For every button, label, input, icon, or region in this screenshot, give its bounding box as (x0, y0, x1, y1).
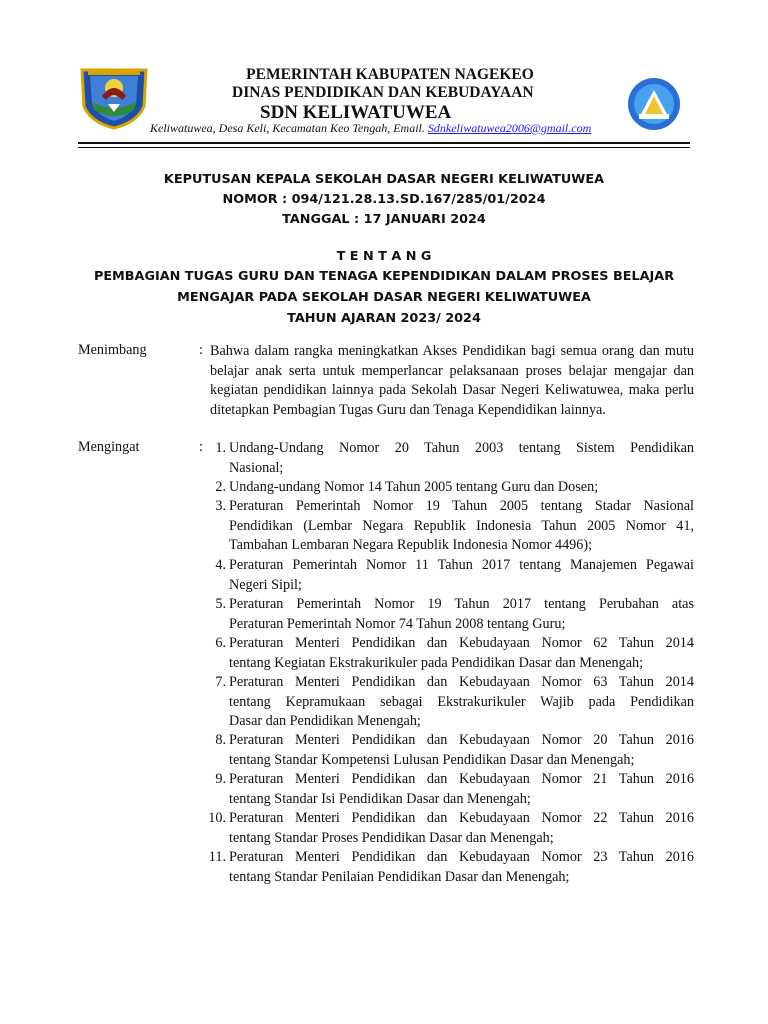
reference-line: tentang Kepramukaan sebagai Ekstrakurikuler Wajib pada Pendidikan (229, 693, 694, 710)
reference-line: tentang Standar Isi Pendidikan Dasar dan Menengah; (229, 790, 531, 807)
reference-line: Peraturan Menteri Pendidikan dan Kebudayaan Nomor 21 Tahun 2016 (229, 771, 694, 787)
menimbang-colon: : (199, 342, 203, 358)
letterhead-divider-thick (78, 142, 690, 144)
reference-number: 4. (215, 557, 226, 573)
reference-line: Peraturan Pemerintah Nomor 19 Tahun 2017 tentang Perubahan atas (229, 596, 694, 612)
reference-number: 8. (215, 732, 226, 748)
reference-line: Undang-Undang Nomor 20 Tahun 2003 tentang Sistem Pendidikan (229, 440, 694, 456)
letterhead-department: DINAS PENDIDIKAN DAN KEBUDAYAAN (232, 84, 534, 101)
reference-line: Peraturan Pemerintah Nomor 11 Tahun 2017 tentang Manajemen Pegawai (229, 557, 694, 573)
reference-number: 1. (215, 440, 226, 456)
reference-line: Peraturan Menteri Pendidikan dan Kebudayaan Nomor 20 Tahun 2016 (229, 732, 694, 748)
menimbang-text: Bahwa dalam rangka meningkatkan Akses Pendidikan bagi semua orang dan mutu belajar anak serta untuk memperlancar pelaksanaan proses belajar mengajar dan kegiatan pendidikan lainnya pada Sekolah Dasar Negeri Keliwatuwea, maka perlu ditetapkan Pembagian Tugas Guru dan Tenaga Kependidikan lainnya. (210, 343, 694, 418)
reference-line: tentang Kegiatan Ekstrakurikuler pada Pendidikan Dasar dan Menengah; (229, 654, 644, 671)
reference-line: Nasional; (229, 459, 284, 476)
reference-number: 11. (208, 849, 226, 865)
decree-number: NOMOR : 094/121.28.13.SD.167/285/01/2024 (222, 192, 546, 207)
reference-number: 9. (215, 771, 226, 787)
reference-line: Dasar dan Pendidikan Menengah; (229, 713, 421, 730)
reference-line: tentang Standar Kompetensi Lulusan Pendidikan Dasar dan Menengah; (229, 751, 635, 768)
mengingat-colon: : (199, 439, 203, 455)
decree-about-label: T E N T A N G (336, 249, 432, 264)
reference-line: Peraturan Pemerintah Nomor 19 Tahun 2005 tentang Stadar Nasional (229, 498, 694, 514)
letterhead-address (150, 121, 591, 136)
mengingat-label: Mengingat (78, 439, 140, 455)
decree-subject-line-3: TAHUN AJARAN 2023/ 2024 (287, 311, 481, 326)
reference-number: 6. (215, 635, 226, 651)
reference-line: Negeri Sipil; (229, 576, 302, 593)
decree-title: KEPUTUSAN KEPALA SEKOLAH DASAR NEGERI KELIWATUWEA (163, 172, 605, 187)
reference-number: 2. (215, 479, 226, 495)
letterhead-government: PEMERINTAH KABUPATEN NAGEKEO (246, 66, 534, 83)
reference-line: tentang Standar Penilaian Pendidikan Dasar dan Menengah; (229, 868, 570, 885)
nagekeo-regency-crest-icon (78, 66, 150, 130)
letterhead-divider-thin (78, 147, 690, 148)
reference-line: Peraturan Menteri Pendidikan dan Kebudayaan Nomor 23 Tahun 2016 (229, 849, 694, 865)
reference-line: Tambahan Lembaran Negara Republik Indonesia Nomor 4496); (229, 537, 593, 554)
menimbang-label: Menimbang (78, 342, 147, 358)
reference-line: Peraturan Pemerintah Nomor 74 Tahun 2008 tentang Guru; (229, 615, 566, 632)
reference-number: 10. (208, 810, 226, 826)
reference-line: Peraturan Menteri Pendidikan dan Kebudayaan Nomor 63 Tahun 2014 (229, 674, 694, 690)
tut-wuri-handayani-logo-icon (623, 76, 685, 132)
address-text: Keliwatuwea, Desa Keli, Kecamatan Keo Tengah, Email. (150, 121, 425, 135)
reference-line: Pendidikan (Lembar Negara Republik Indonesia Tahun 2005 Nomor 41, (229, 517, 694, 534)
email-link[interactable]: Sdnkeliwatuwea2006@gmail.com (427, 121, 592, 135)
decree-subject-line-2: MENGAJAR PADA SEKOLAH DASAR NEGERI KELIWATUWEA (177, 290, 591, 305)
reference-line: tentang Standar Proses Pendidikan Dasar dan Menengah; (229, 829, 554, 846)
letterhead-school-name: SDN KELIWATUWEA (260, 102, 452, 123)
reference-number: 7. (215, 674, 226, 690)
decree-date: TANGGAL : 17 JANUARI 2024 (282, 212, 486, 227)
reference-number: 3. (215, 498, 226, 514)
reference-line: Peraturan Menteri Pendidikan dan Kebudayaan Nomor 62 Tahun 2014 (229, 635, 694, 651)
reference-line: Peraturan Menteri Pendidikan dan Kebudayaan Nomor 22 Tahun 2016 (229, 810, 694, 826)
reference-line: Undang-undang Nomor 14 Tahun 2005 tentang Guru dan Dosen; (229, 479, 599, 495)
decree-subject-line-1: PEMBAGIAN TUGAS GURU DAN TENAGA KEPENDIDIKAN DALAM PROSES BELAJAR (93, 269, 675, 284)
reference-number: 5. (215, 596, 226, 612)
